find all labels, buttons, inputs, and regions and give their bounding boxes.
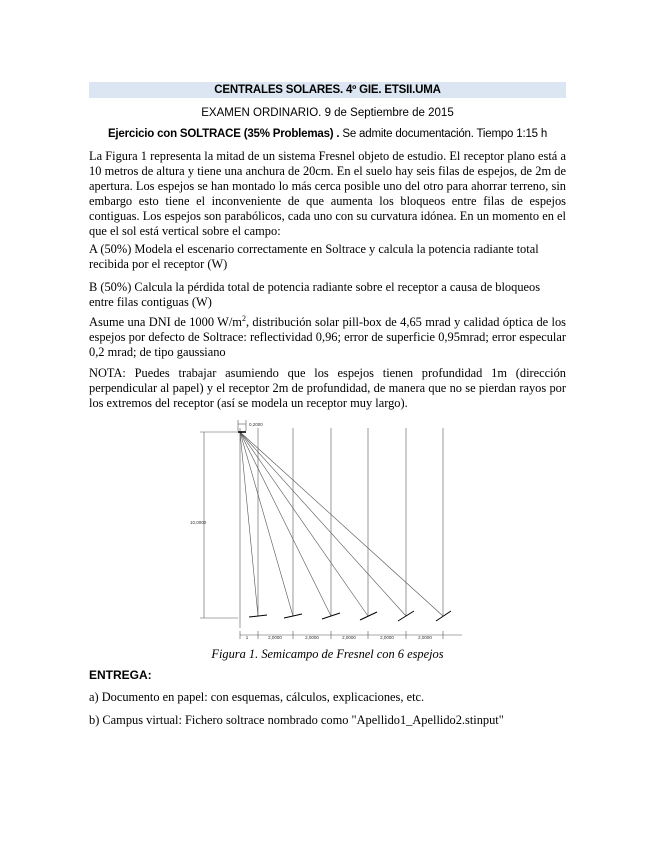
exercise-rest-text: Se admite documentación. Tiempo 1:15 h xyxy=(339,128,548,140)
entrega-item-b: b) Campus virtual: Fichero soltrace nombrado como "Apellido1_Apellido2.stinput" xyxy=(89,713,504,727)
ray-2 xyxy=(240,432,293,616)
bottom-label-1: 1 xyxy=(245,635,249,640)
ray-1 xyxy=(240,432,258,616)
ray-3 xyxy=(240,432,331,616)
receptor-width-label: 0,2000 xyxy=(249,422,263,427)
bottom-label-5: 2,0000 xyxy=(380,635,394,640)
exercise-heading xyxy=(89,127,566,141)
mirror-6 xyxy=(436,611,451,621)
ray-4 xyxy=(240,432,368,616)
exam-subtitle: EXAMEN ORDINARIO. 9 de Septiembre de 2015 xyxy=(201,107,454,119)
entrega-heading: ENTREGA: xyxy=(89,668,152,682)
entrega-item-a: a) Documento en papel: con esquemas, cálculos, explicaciones, etc. xyxy=(89,690,425,704)
part-b-paragraph: B (50%) Calcula la pérdida total de potencia radiante sobre el receptor a causa de bloqueos entre filas contiguas (W) xyxy=(89,280,541,309)
dni-superscript: 2 xyxy=(241,313,246,323)
dni-text-post: , distribución solar pill-box de 4,65 mrad y calidad óptica de los espejos por defecto de Soltrace: reflectividad 0,96; error de superficie 0,95mrad; error especular 0,2 mrad; de tipo gaussiano xyxy=(89,315,566,359)
part-a-paragraph: A (50%) Modela el escenario correctamente en Soltrace y calcula la potencia radiante total recibida por el receptor (W) xyxy=(89,242,539,271)
page-title: CENTRALES SOLARES. 4º GIE. ETSII.UMA xyxy=(89,82,566,98)
exercise-bold-text: Ejercicio con SOLTRACE (35% Problemas) . xyxy=(107,128,340,140)
height-label: 10,0000 xyxy=(190,520,207,525)
bottom-label-4: 2,0000 xyxy=(342,635,356,640)
bottom-label-2: 2,0000 xyxy=(268,635,282,640)
bottom-label-6: 2,0000 xyxy=(418,635,432,640)
ray-6 xyxy=(240,432,443,616)
figure-caption: Figura 1. Semicampo de Fresnel con 6 espejos xyxy=(211,647,444,661)
intro-paragraph: La Figura 1 representa la mitad de un sistema Fresnel objeto de estudio. El receptor plano está a 10 metros de altura y tiene una anchura de 20cm. En el suelo hay seis filas de espejos, de 2m de apertura. Los espejos se han montado lo más cerca posible uno del otro para ahorrar terreno, sin embargo esto tiene el inconveniente de que aumenta los bloqueos entre filas de espejos contiguas. Los espejos son parabólicos, cada uno con su curvatura idónea. En un momento en el que el sol está vertical sobre el campo: xyxy=(89,149,566,238)
nota-paragraph: NOTA: Puedes trabajar asumiendo que los espejos tienen profundidad 1m (dirección perpendicular al papel) y el receptor 2m de profundidad, de manera que no se pierdan rayos por los extremos del receptor (así se modela un receptor muy largo). xyxy=(89,366,566,410)
dni-paragraph xyxy=(89,315,566,360)
fresnel-diagram xyxy=(180,418,480,646)
ray-5 xyxy=(240,432,406,616)
mirror-4 xyxy=(360,612,377,620)
bottom-label-3: 2,0000 xyxy=(305,635,319,640)
dni-text-pre: Asume una DNI de 1000 W/m xyxy=(89,315,242,329)
